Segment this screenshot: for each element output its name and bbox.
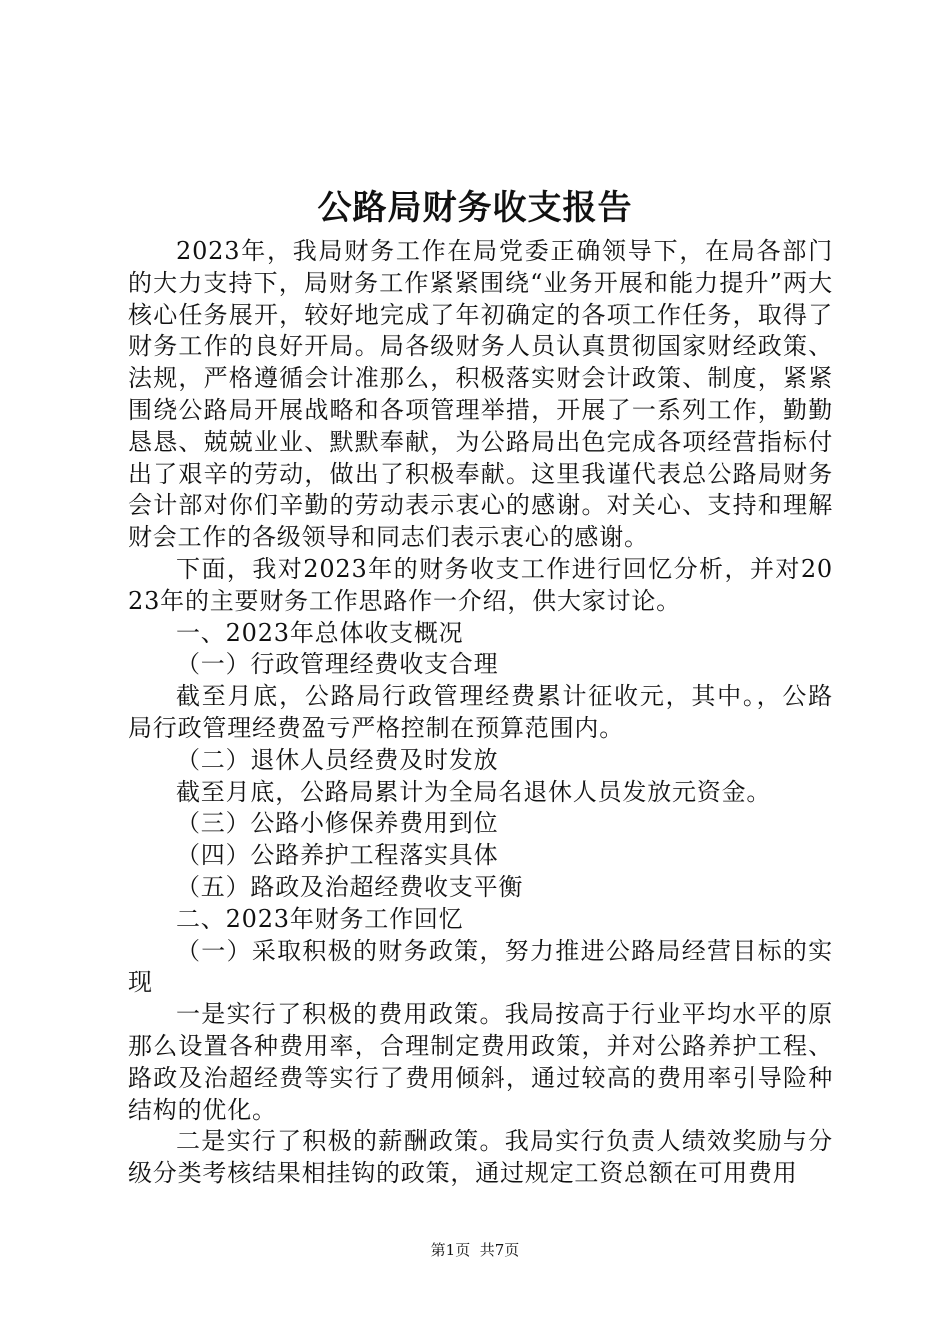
- total-pages: 共7页: [479, 1241, 520, 1259]
- subheading-1-3: （三）公路小修保养费用到位: [176, 809, 499, 838]
- heading-section-2: 二、2023年财务工作回忆: [176, 904, 464, 933]
- subheading-1-5: （五）路政及治超经费收支平衡: [176, 872, 524, 901]
- subheading-1-2: （二）退休人员经费及时发放: [176, 745, 499, 774]
- heading-section-1: 一、2023年总体收支概况: [176, 618, 464, 647]
- subheading-2-1: （一）采取积极的财务政策，努力推进公路局经营目标的实现: [128, 936, 833, 997]
- subheading-1-1: （一）行政管理经费收支合理: [176, 650, 499, 679]
- paragraph-retiree-funds: 截至月底，公路局累计为全局名退休人员发放元资金。: [176, 777, 772, 806]
- document-body: [128, 236, 833, 1190]
- paragraph-salary-policy: 二是实行了积极的薪酬政策。我局实行负责人绩效奖励与分级分类考核结果相挂钩的政策，通过规定工资总额在可用费用: [128, 1127, 833, 1188]
- document-title: 公路局财务收支报告: [317, 188, 633, 228]
- page-number: 第1页: [430, 1241, 471, 1259]
- paragraph-admin-funds: 截至月底，公路局行政管理经费累计征收元，其中。，公路局行政管理经费盈亏严格控制在预算范围内。: [128, 682, 833, 742]
- paragraph-intro: 2023年，我局财务工作在局党委正确领导下，在局各部门的大力支持下，局财务工作紧紧围绕“业务开展和能力提升”两大核心任务展开，较好地完成了年初确定的各项工作任务，取得了财务工作的良好开局。局各级财务人员认真贯彻国家财经政策、法规，严格遵循会计准那么，积极落实财会计政策、制度，紧紧围绕公路局开展战略和各项管理举措，开展了一系列工作，勤勤恳恳、兢兢业业、默默奉献，为公路局出色完成各项经营指标付出了艰辛的劳动，做出了积极奉献。这里我谨代表总公路局财务会计部对你们辛勤的劳动表示衷心的感谢。对关心、支持和理解财会工作的各级领导和同志们表示衷心的感谢。: [128, 237, 833, 552]
- subheading-1-4: （四）公路养护工程落实具体: [176, 841, 499, 870]
- paragraph-overview: 下面，我对2023年的财务收支工作进行回忆分析，并对2023年的主要财务工作思路作一介绍，供大家讨论。: [128, 554, 833, 615]
- paragraph-cost-policy: 一是实行了积极的费用政策。我局按高于行业平均水平的原那么设置各种费用率，合理制定费用政策，并对公路养护工程、路政及治超经费等实行了费用倾斜，通过较高的费用率引导险种结构的优化。: [128, 1000, 833, 1124]
- page-footer: [0, 1240, 950, 1260]
